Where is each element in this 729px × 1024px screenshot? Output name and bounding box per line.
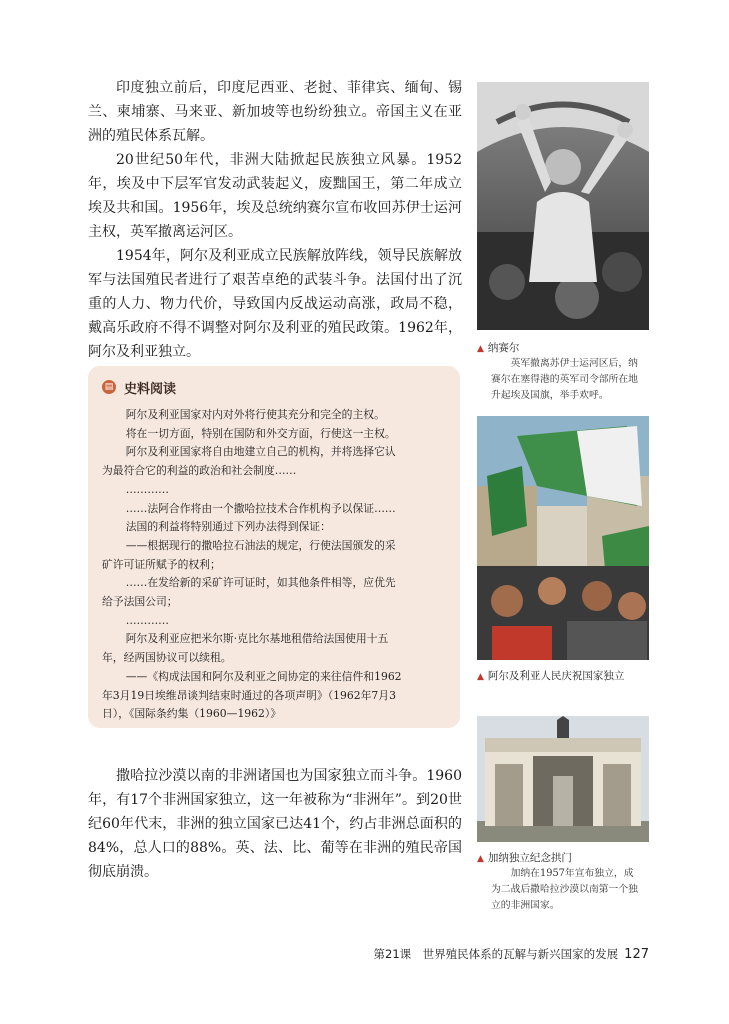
page-number: 127 <box>624 947 649 962</box>
source-line: 给予法国公司； <box>102 595 178 609</box>
paragraph: 印度独立前后，印度尼西亚、老挝、菲律宾、缅甸、锡兰、柬埔寨、马来亚、新加坡等也纷纷独立。帝国主义在亚洲的殖民体系瓦解。 <box>88 80 462 144</box>
paragraph: 1954年，阿尔及利亚成立民族解放阵线，领导民族解放军与法国殖民者进行了艰苦卓绝的武装斗争。法国付出了沉重的人力、物力代价，导致国内反战运动高涨，政局不稳，戴高乐政府不得不调整对阿尔及利亚的殖民政策。1962年，阿尔及利亚独立。 <box>88 248 462 360</box>
triangle-icon: ▲ <box>477 344 484 354</box>
source-line: ——根据现行的撒哈拉石油法的规定，行使法国颁发的采 <box>125 538 396 552</box>
triangle-icon: ▲ <box>477 672 484 682</box>
source-line: 阿尔及利亚国家对内对外将行使其充分和完全的主权。 <box>125 408 385 421</box>
main-text-2 <box>88 764 462 884</box>
source-line: 阿尔及利亚国家将自由地建立自己的机构，并将选择它认 <box>125 445 396 459</box>
triangle-icon: ▲ <box>477 854 484 864</box>
source-line: ——《构成法国和阿尔及利亚之间协定的来往信件和1962 <box>125 669 402 683</box>
main-text <box>88 76 462 364</box>
source-line: ………… <box>125 613 169 627</box>
figure-title: ▲ 加纳独立纪念拱门 <box>477 852 572 864</box>
source-reading-title: 史料阅读 <box>124 381 177 397</box>
source-line: 年，经两国协议可以续租。 <box>102 651 232 665</box>
book-icon: ▤ <box>102 380 116 394</box>
page-footer <box>374 946 649 962</box>
source-line: 年3月19日埃维昂谈判结束时通过的各项声明》（1962年7月3 <box>102 688 396 702</box>
source-line: ………… <box>125 482 169 496</box>
figure-caption: 加纳在1957年宣布独立，成 为二战后撒哈拉沙漠以南第一个独 立的非洲国家。 <box>491 868 638 911</box>
source-line: 阿尔及利亚应把米尔斯·克比尔基地租借给法国使用十五 <box>125 632 389 646</box>
paragraph: 20世纪50年代，非洲大陆掀起民族独立风暴。1952年，埃及中下层军官发动武装起义，废黜国王，第二年成立埃及共和国。1956年，埃及总统纳赛尔宣布收回苏伊士运河主权，英军撤离运河区。 <box>88 152 462 240</box>
source-line: 矿许可证所赋予的权利； <box>102 557 221 571</box>
source-line: 将在一切方面，特别在国防和外交方面，行使这一主权。 <box>125 426 396 440</box>
source-reading-box <box>88 366 460 728</box>
paragraph: 撒哈拉沙漠以南的非洲诸国也为国家独立而斗争。1960年，有17个非洲国家独立，这一年被称为“非洲年”。到20世纪60年代末，非洲的独立国家已达41个，约占非洲总面积的84%，总人口的88%。英、法、比、葡等在非洲的殖民帝国彻底崩溃。 <box>88 768 462 880</box>
source-reading-body <box>102 406 446 724</box>
ghana-arch-photo <box>477 716 649 842</box>
algeria-celebration-photo <box>477 416 649 660</box>
nasser-photo <box>477 82 649 330</box>
figure-title: ▲ 纳赛尔 <box>477 342 520 354</box>
lesson-title: 第21课 世界殖民体系的瓦解与新兴国家的发展 <box>373 947 619 961</box>
source-line: 为最符合它的利益的政治和社会制度…… <box>102 464 297 478</box>
source-reading-header <box>102 376 446 398</box>
source-line: ……在发给新的采矿许可证时，如其他条件相等，应优先 <box>125 576 396 590</box>
source-line: ……法阿合作将由一个撒哈拉技术合作机构予以保证…… <box>125 501 396 515</box>
source-line: 日），《国际条约集（1960—1962）》 <box>102 707 282 721</box>
figure-caption: 英军撤离苏伊士运河区后，纳 赛尔在塞得港的英军司令部所在地 升起埃及国旗，举手欢呼。 <box>491 358 638 401</box>
source-line: 法国的利益将特别通过下列办法得到保证： <box>125 520 331 534</box>
figure-title: ▲ 阿尔及利亚人民庆祝国家独立 <box>477 670 625 682</box>
